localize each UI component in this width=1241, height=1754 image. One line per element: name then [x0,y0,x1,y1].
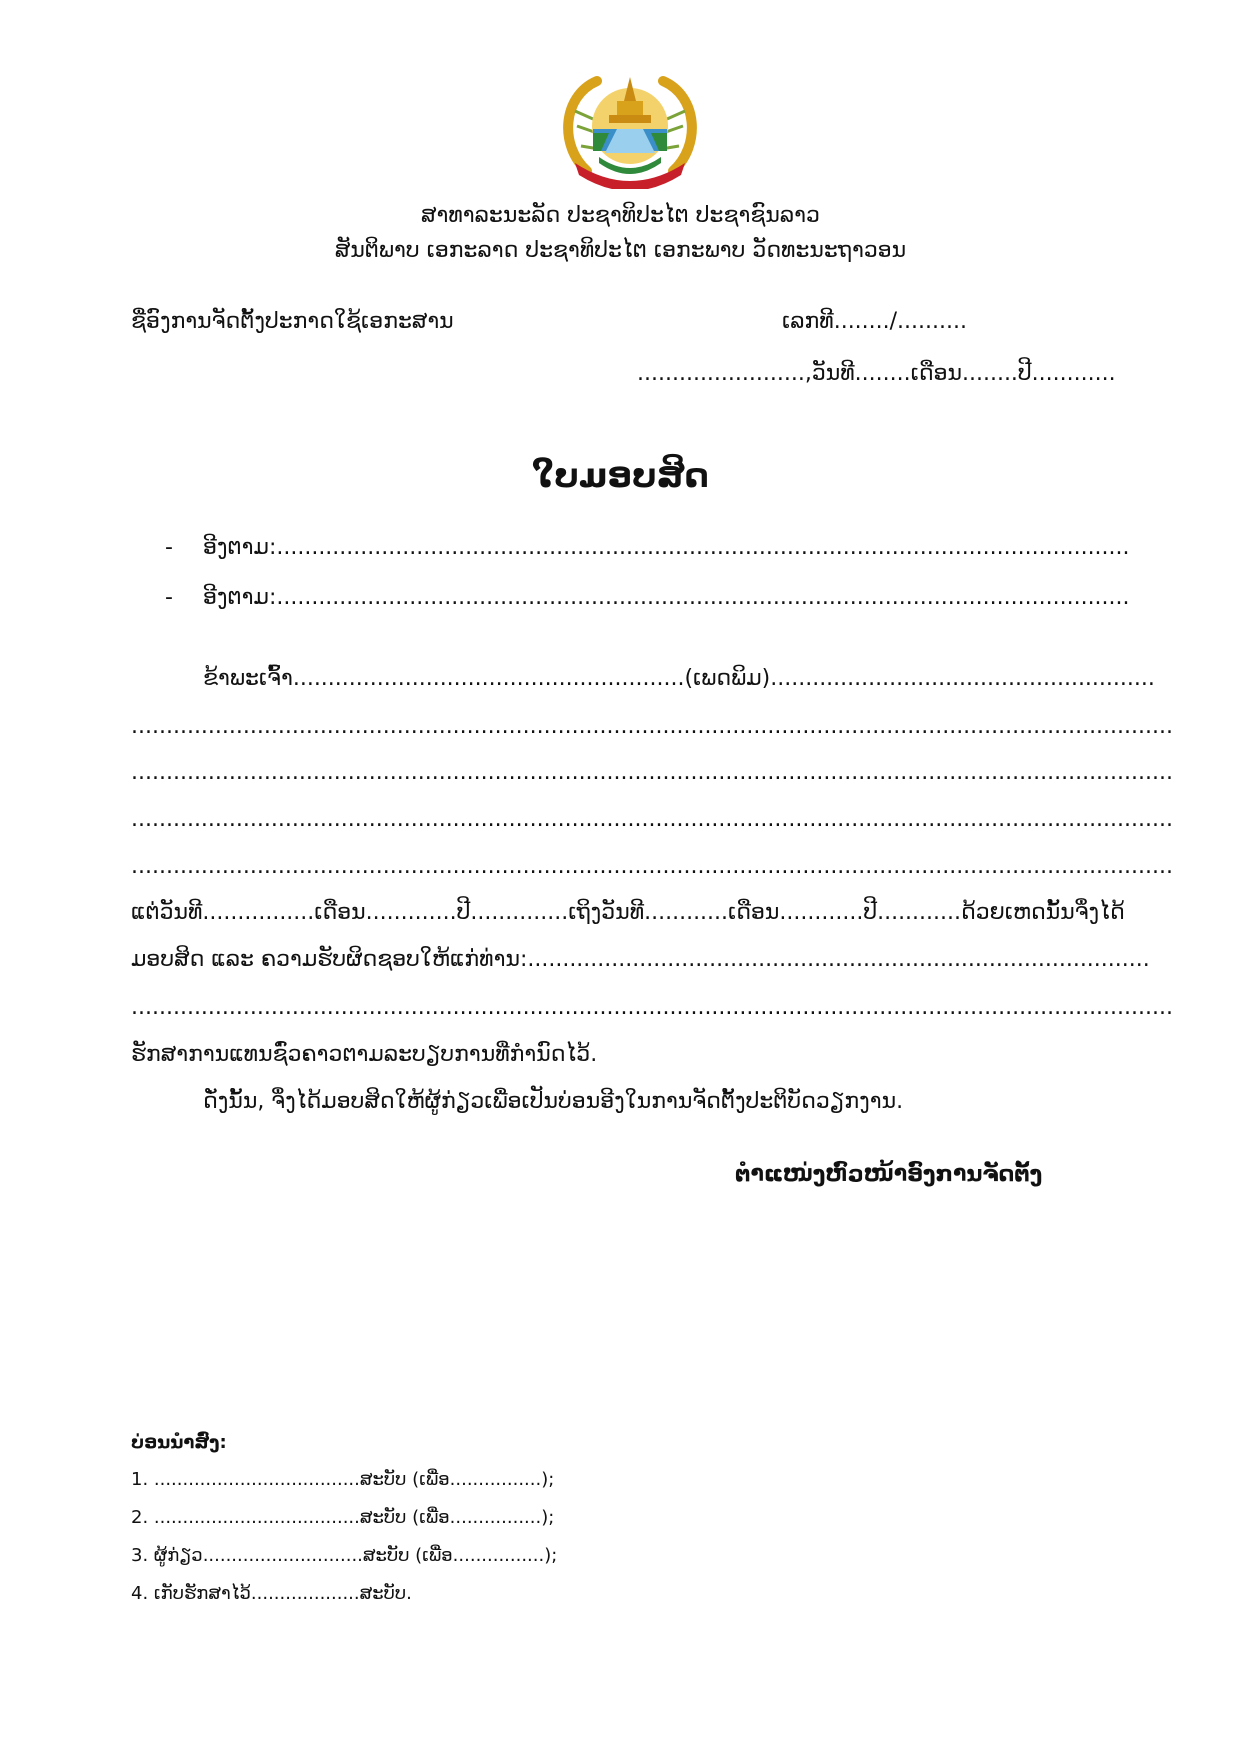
distribution-item: 3. ຜູ້ກ່ຽວ............................ສະບັບ (ເພື່ອ................); [131,1545,558,1566]
body-declarant-line: ຂ້າພະເຈົ້າ........................................................(ເພດພິມ)....................................................... [203,666,1155,691]
country-name-line: ສາທາລະນະລັດ ປະຊາທິປະໄຕ ປະຊາຊົນລາວ [421,203,820,228]
body-blank-line: ..................................................................................................................................................... [131,714,1173,739]
body-blank-line: ..................................................................................................................................................... [131,807,1173,832]
document-date: ........................,ວັນທີ........ເດືອນ........ປີ............ [637,361,1116,386]
reference-bullet: - [165,585,173,610]
body-closing-line: ດັ່ງນັ້ນ, ຈຶ່ງໄດ້ມອບສິດໃຫ້ຜູ້ກ່ຽວເພື່ອເປັນບ່ອນອີງໃນການຈັດຕັ້ງປະຕິບັດວຽກງານ. [203,1089,904,1114]
signature-title: ຕຳແໜ່ງຫົວໜ້າອົງການຈັດຕັ້ງ [735,1162,1043,1187]
body-blank-line: ..................................................................................................................................................... [131,995,1173,1020]
national-motto-line: ສັນຕິພາບ ເອກະລາດ ປະຊາທິປະໄຕ ເອກະພາບ ວັດທະນະຖາວອນ [334,238,907,263]
document-number: ເລກທີ......../.......... [782,309,967,334]
body-period-line: ແຕ່ວັນທີ................ເດືອນ.............ປີ..............ເຖິງວັນທີ............ເດືອນ............ປີ............ດ້ວຍເຫດນັ້ນຈຶ່ງໄດ້ [131,900,1125,925]
reference-line: ອີງຕາມ:.......................................................................................................................... [203,585,1130,610]
body-keep-line: ຮັກສາການແທນຊົ່ວຄາວຕາມລະບຽບການທີ່ກຳນົດໄວ້. [131,1042,598,1067]
distribution-item: 1. ....................................ສະບັບ (ເພື່ອ................); [131,1469,555,1490]
reference-bullet: - [165,535,173,560]
organization-name: ຊື່ອົງການຈັດຕັ້ງປະກາດໃຊ້ເອກະສານ [131,309,454,334]
lao-national-emblem-icon [557,71,703,189]
distribution-item: 4. ເກັບຮັກສາໄວ້...................ສະບັບ. [131,1583,412,1604]
body-blank-line: ..................................................................................................................................................... [131,854,1173,879]
body-blank-line: ..................................................................................................................................................... [131,760,1173,785]
page-title: ໃບມອບສິດ [532,456,709,496]
reference-line: ອີງຕາມ:.......................................................................................................................... [203,535,1130,560]
distribution-heading: ບ່ອນນຳສົ່ງ: [131,1432,227,1453]
body-delegate-line: ມອບສິດ ແລະ ຄວາມຮັບຜິດຊອບໃຫ້ແກ່ທ່ານ:......................................................................................... [131,947,1150,972]
distribution-item: 2. ....................................ສະບັບ (ເພື່ອ................); [131,1507,555,1528]
